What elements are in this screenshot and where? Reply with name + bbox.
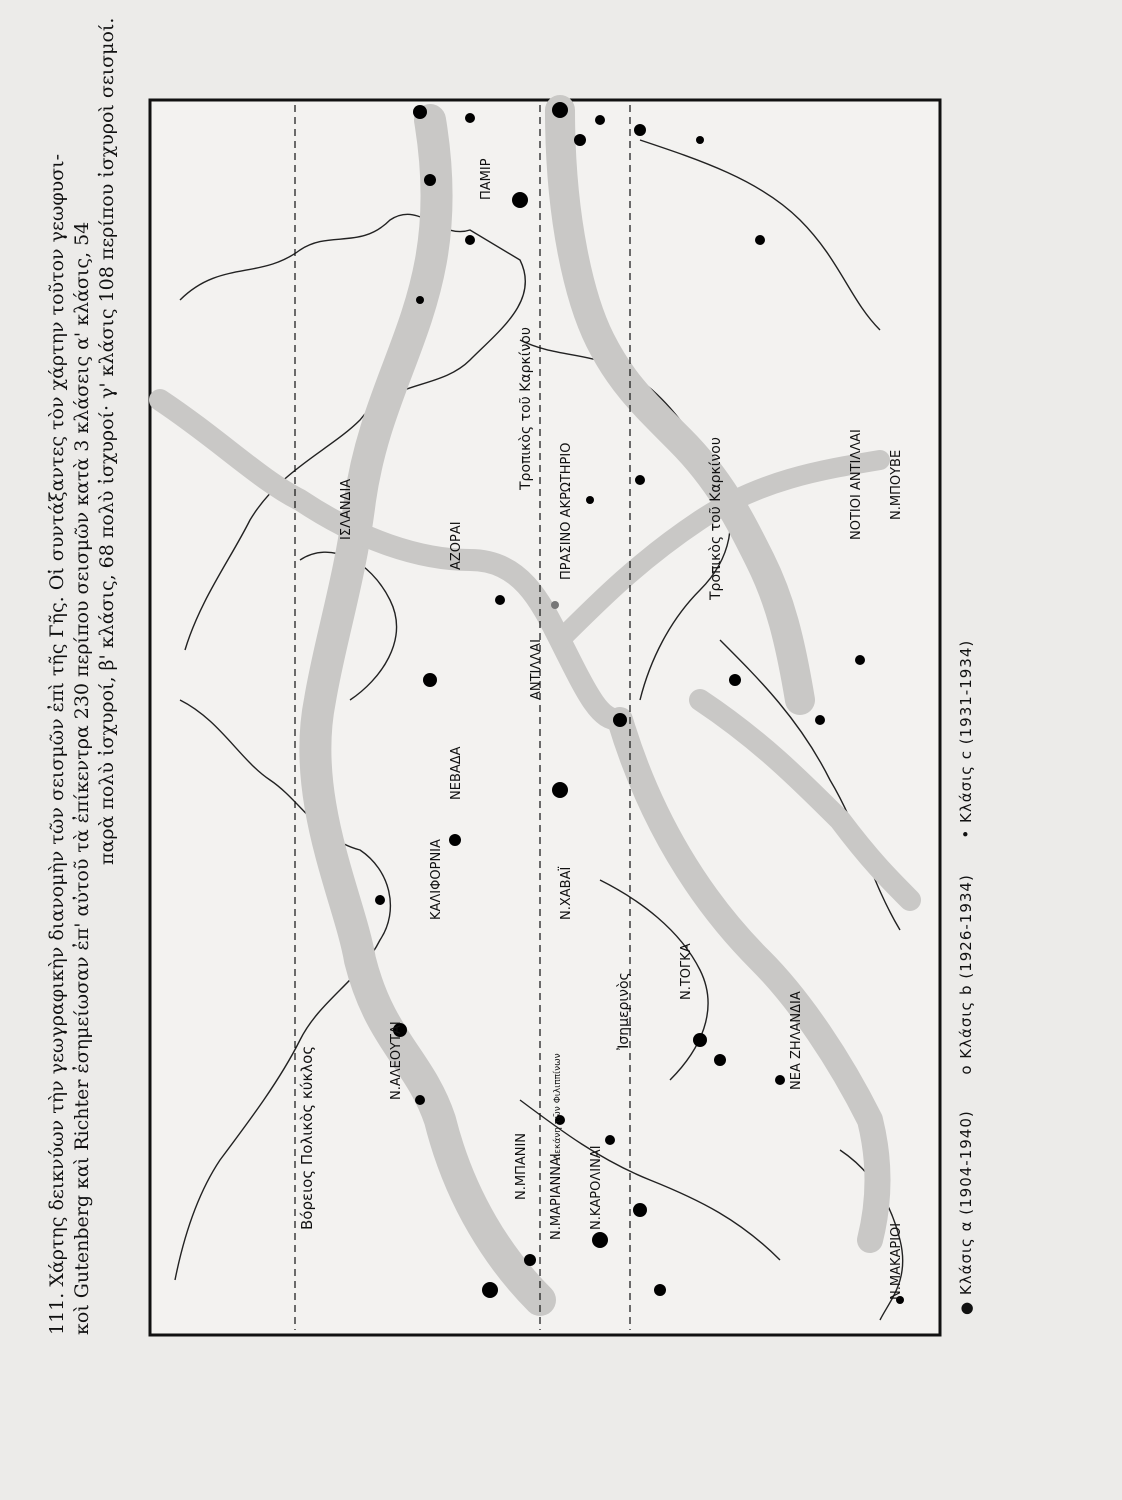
caption-line-3: παρὰ πολὺ ἰσχυροί, β' κλάσις, 68 πολὺ ἰσχυροί· γ' κλάσις 108 περίπου ἰσχυροὶ σεισμοί. bbox=[96, 17, 118, 865]
legend-dot-small-icon: • bbox=[957, 828, 975, 839]
label-pamir: ΠΑΜΙΡ bbox=[479, 158, 494, 200]
label-hawaii: Ν.ΧΑΒΑΪ bbox=[559, 866, 574, 920]
label-nevada: ΝΕΒΑΔΑ bbox=[449, 746, 464, 800]
label-iceland: ΙΣΛΑΝΔΙΑ bbox=[339, 478, 354, 540]
legend-dot-large-icon: ● bbox=[957, 1300, 975, 1315]
legend-class-a: Κλάσις α (1904-1940) bbox=[957, 1110, 975, 1296]
equator-label: Ἰσημερινὸς bbox=[616, 972, 632, 1050]
label-macquarie: Ν.ΜΑΚΑΡΙΟΙ bbox=[889, 1222, 904, 1300]
label-south-antilles: ΝΟΤΙΟΙ ΑΝΤΙΛΛΑΙ bbox=[849, 429, 864, 540]
label-carolines: Ν.ΚΑΡΟΛΙΝΑΙ bbox=[589, 1145, 604, 1230]
legend-class-b: Κλάσις b (1926-1934) bbox=[957, 874, 975, 1059]
caption-line-1: 111. Χάρτης δεικνύων τὴν γεωγραφικὴν διανομὴν τῶν σεισμῶν ἐπὶ τῆς Γῆς. Οἱ συντάξαντες τὸν χάρτην τοῦτον γεωφυσι- bbox=[46, 153, 68, 1335]
tropic-cancer-label-2: Τροπικὸς τοῦ Καρκίνου bbox=[708, 437, 724, 600]
label-california: ΚΑΛΙΦΟΡΝΙΑ bbox=[429, 839, 444, 920]
label-philippine-sea: Λεκάνη τῶν Φιλιππίνων bbox=[553, 1053, 563, 1160]
label-bouvet: Ν.ΜΠΟΥΒΕ bbox=[889, 449, 904, 520]
label-antilles: ΑΝΤΙΛΛΑΙ bbox=[529, 639, 544, 700]
label-green-cape: ΠΡΑΣΙΝΟ ΑΚΡΩΤΗΡΙΟ bbox=[559, 442, 574, 580]
label-aleutians: Ν.ΑΛΕΟΥΤΑΙ bbox=[389, 1021, 404, 1100]
legend-circle-icon: o bbox=[957, 1064, 975, 1075]
label-azores: ΑΖΟΡΑΙ bbox=[449, 521, 464, 570]
tropic-cancer-label-1: Τροπικὸς τοῦ Καρκίνου bbox=[518, 327, 534, 490]
arctic-circle-label: Βόρειος Πολικὸς κύκλος bbox=[298, 1045, 316, 1230]
legend-class-c: Κλάσις c (1931-1934) bbox=[957, 639, 975, 823]
label-new-zealand: ΝΕΑ ΖΗΛΑΝΔΙΑ bbox=[789, 991, 804, 1090]
caption-line-2: κοὶ Gutenberg καὶ Richter ἐσημείωσαν ἐπ' αὐτοῦ τὰ ἐπίκεντρα 230 περίπου σεισμῶν κατὰ 3 κλάσεις α' κλάσις, 54 bbox=[71, 221, 93, 1335]
label-bonin: Ν.ΜΠΑΝΙΝ bbox=[514, 1132, 529, 1200]
label-marianas: Ν.ΜΑΡΙΑΝΝΑΙ bbox=[549, 1153, 564, 1240]
label-tonga: Ν.ΤΟΓΚΑ bbox=[679, 943, 694, 1000]
